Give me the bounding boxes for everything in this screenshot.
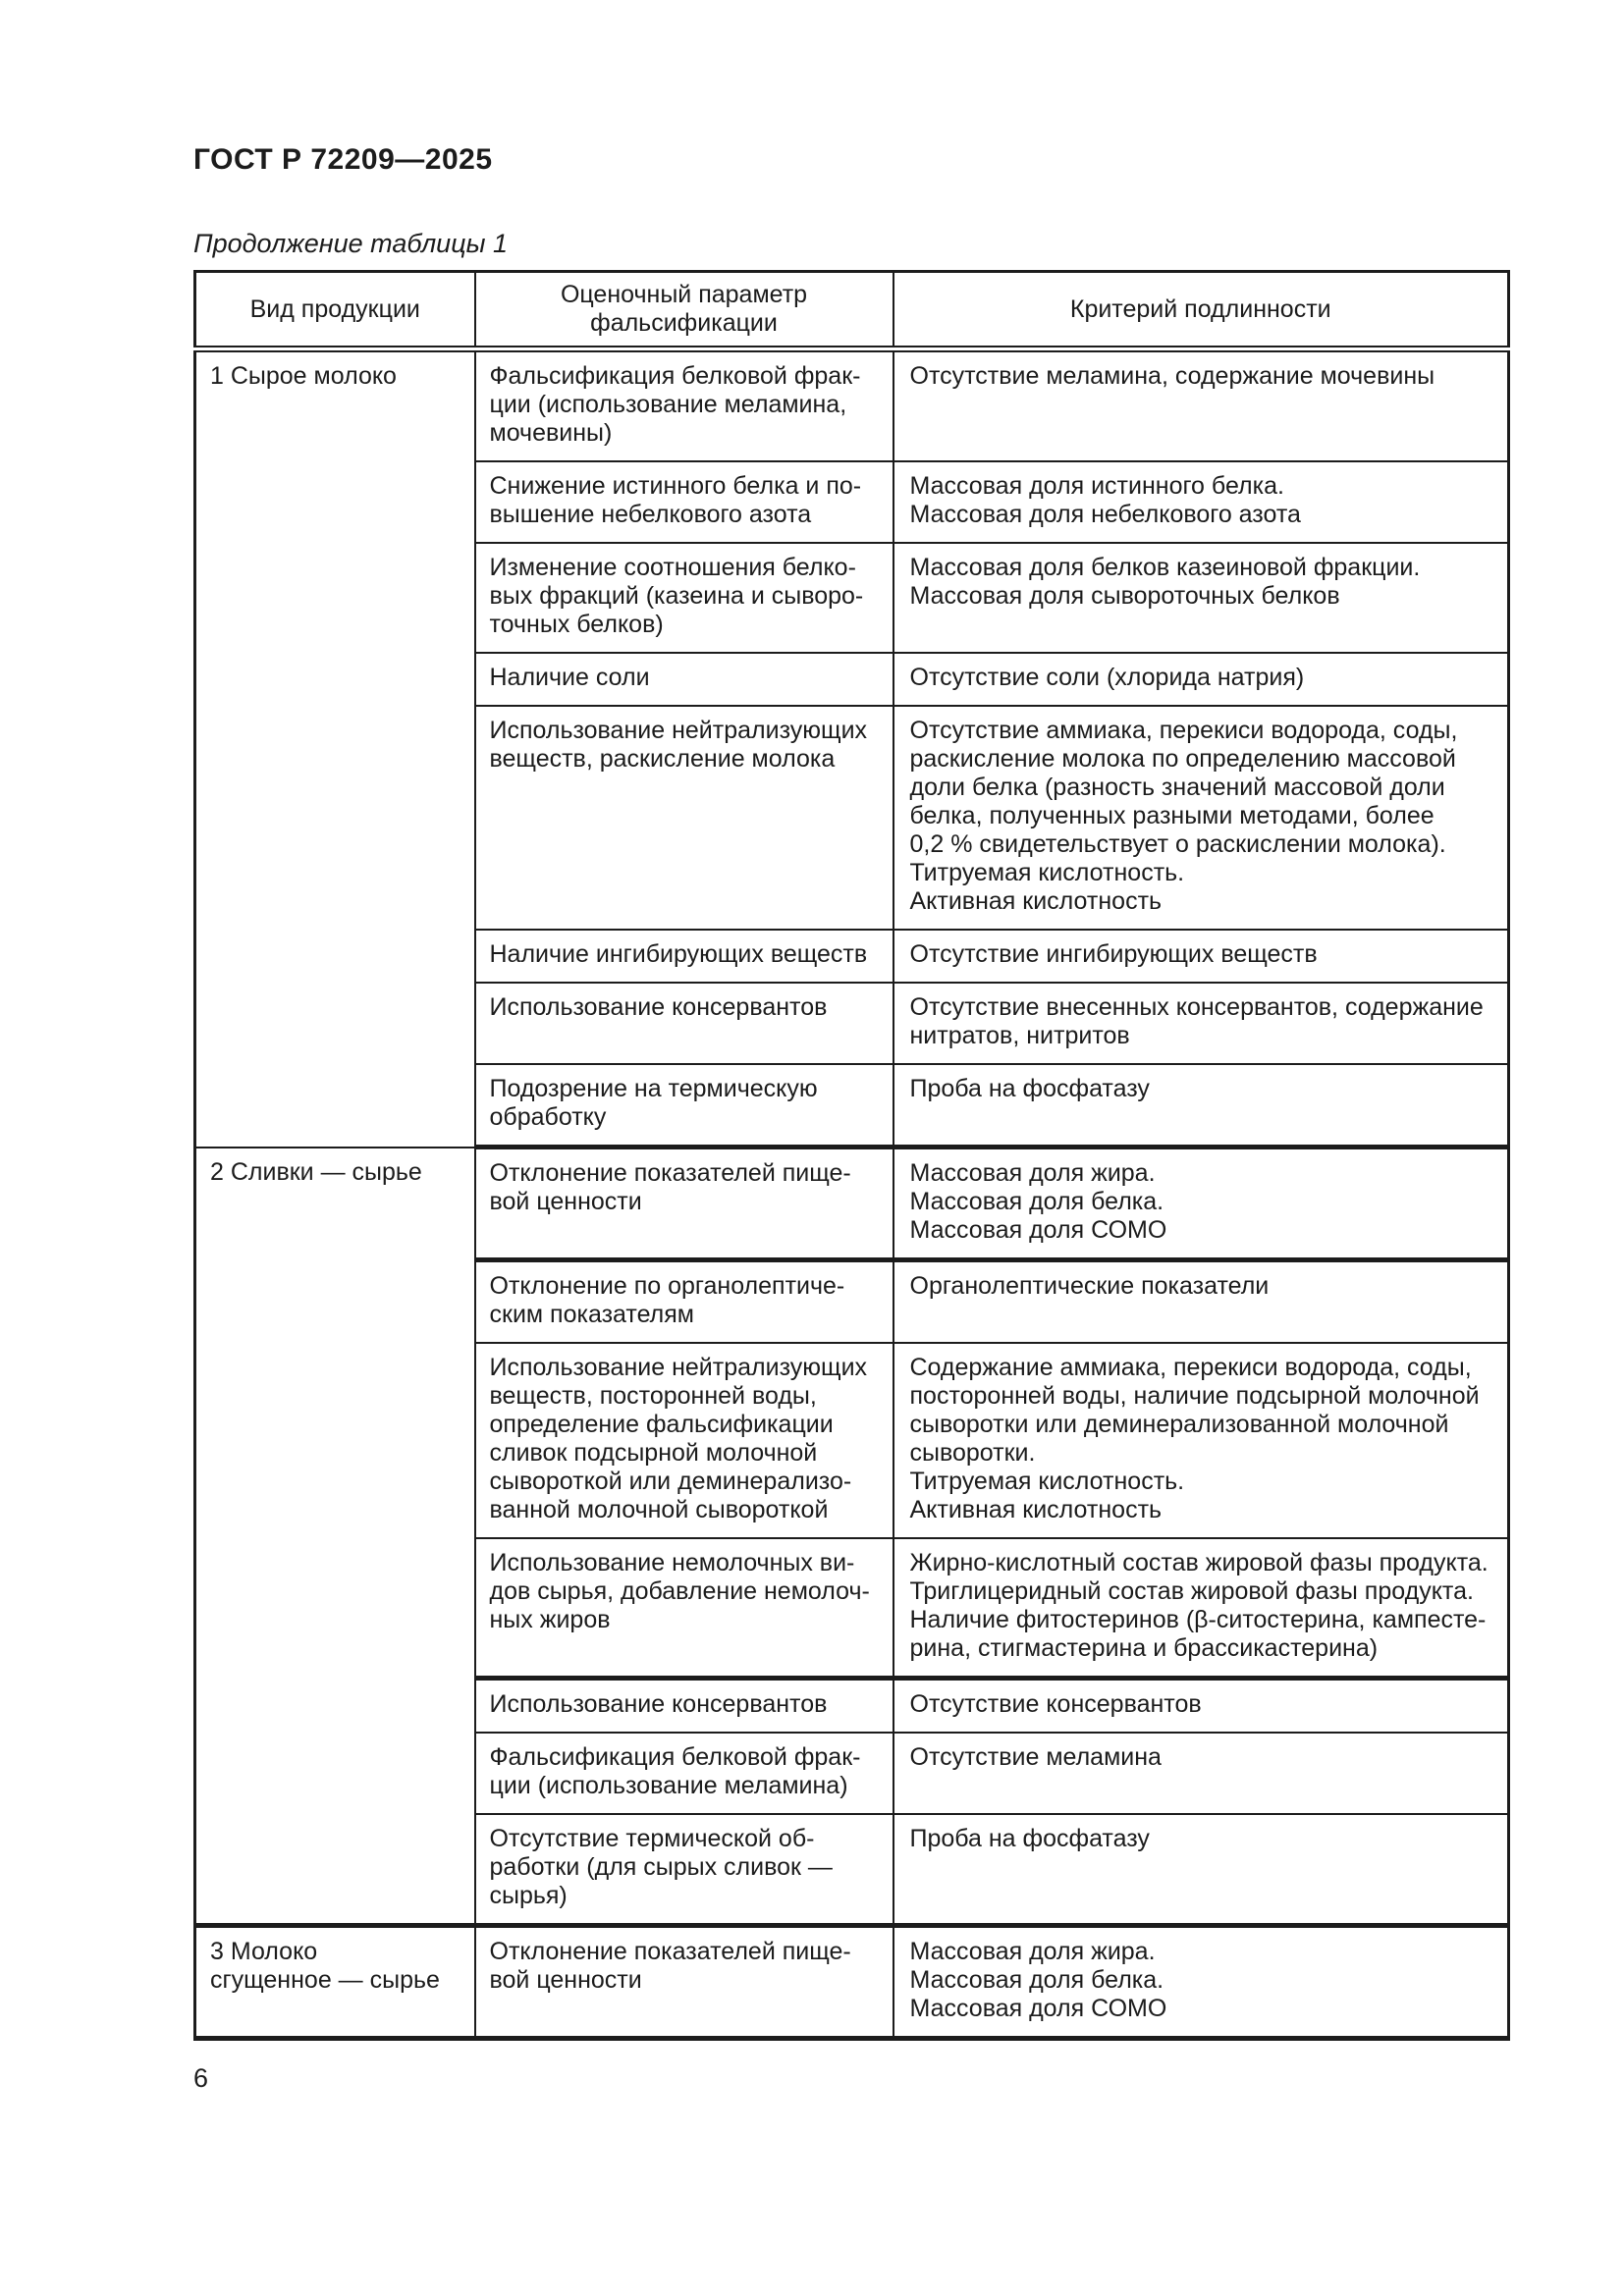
- criterion-cell: Отсутствие внесенных консервантов, содержание нитратов, нитритов: [893, 983, 1509, 1064]
- parameter-cell: Использование нейтрализующих веществ, раскисление молока: [475, 706, 893, 930]
- criterion-cell: Массовая доля истинного белка. Массовая доля небелкового азота: [893, 461, 1509, 543]
- table-header-row: [195, 272, 1509, 349]
- table-row: [195, 349, 1509, 462]
- table-caption: Продолжение таблицы 1: [193, 229, 509, 258]
- parameter-cell: Подозрение на термическую обработку: [475, 1064, 893, 1148]
- criterion-cell: Отсутствие аммиака, перекиси водорода, соды, раскисление молока по определению массовой доли белка (разность значений массовой доли белка, полученных разными методами, более 0,2 % свидетельствует о раскислении молока). Титруемая кислотность. Активная кислотность: [893, 706, 1509, 930]
- falsification-table: [193, 270, 1510, 2041]
- criterion-cell: Отсутствие меламина, содержание мочевины: [893, 349, 1509, 462]
- criterion-cell: Органолептические показатели: [893, 1260, 1509, 1344]
- criterion-cell: Проба на фосфатазу: [893, 1814, 1509, 1926]
- parameter-cell: Наличие ингибирующих веществ: [475, 930, 893, 983]
- table-row: [195, 1926, 1509, 2039]
- header-parameter: Оценочный параметр фальсификации: [475, 272, 893, 349]
- page-number: 6: [193, 2063, 209, 2093]
- parameter-cell: Фальсификация белковой фрак- ции (использование меламина, мочевины): [475, 349, 893, 462]
- parameter-cell: Наличие соли: [475, 653, 893, 706]
- parameter-cell: Отклонение по органолептиче- ским показателям: [475, 1260, 893, 1344]
- parameter-cell: Отклонение показателей пище- вой ценности: [475, 1148, 893, 1260]
- parameter-cell: Изменение соотношения белко- вых фракций (казеина и сыворо- точных белков): [475, 543, 893, 653]
- parameter-cell: Отсутствие термической об- работки (для сырых сливок — сырья): [475, 1814, 893, 1926]
- parameter-cell: Фальсификация белковой фрак- ции (использование меламина): [475, 1733, 893, 1814]
- table-header: [195, 272, 1509, 349]
- criterion-cell: Отсутствие соли (хлорида натрия): [893, 653, 1509, 706]
- product-cell: 2 Сливки — сырье: [195, 1148, 475, 1926]
- doc-code: ГОСТ Р 72209—2025: [193, 143, 493, 176]
- criterion-cell: Массовая доля белков казеиновой фракции. Массовая доля сывороточных белков: [893, 543, 1509, 653]
- criterion-cell: Содержание аммиака, перекиси водорода, соды, посторонней воды, наличие подсырной молочной сыворотки или деминерализованной молочной сыворотки. Титруемая кислотность. Активная кислотность: [893, 1343, 1509, 1538]
- table-row: [195, 1148, 1509, 1260]
- parameter-cell: Использование консервантов: [475, 1679, 893, 1734]
- criterion-cell: Проба на фосфатазу: [893, 1064, 1509, 1148]
- product-cell: 3 Молоко сгущенное — сырье: [195, 1926, 475, 2039]
- parameter-cell: Отклонение показателей пище- вой ценности: [475, 1926, 893, 2039]
- header-criterion: Критерий подлинности: [893, 272, 1509, 349]
- criterion-cell: Жирно-кислотный состав жировой фазы продукта. Триглицеридный состав жировой фазы продукта. Наличие фитостеринов (β-ситостерина, кампесте- рина, стигмастерина и брассикастерина): [893, 1538, 1509, 1679]
- product-cell: 1 Сырое молоко: [195, 349, 475, 1148]
- criterion-cell: Отсутствие консервантов: [893, 1679, 1509, 1734]
- criterion-cell: Массовая доля жира. Массовая доля белка. Массовая доля СОМО: [893, 1926, 1509, 2039]
- parameter-cell: Использование немолочных ви- дов сырья, добавление немолоч- ных жиров: [475, 1538, 893, 1679]
- header-product: Вид продукции: [195, 272, 475, 349]
- criterion-cell: Отсутствие ингибирующих веществ: [893, 930, 1509, 983]
- parameter-cell: Снижение истинного белка и по- вышение небелкового азота: [475, 461, 893, 543]
- parameter-cell: Использование консервантов: [475, 983, 893, 1064]
- table-body: [195, 349, 1509, 2039]
- criterion-cell: Отсутствие меламина: [893, 1733, 1509, 1814]
- criterion-cell: Массовая доля жира. Массовая доля белка. Массовая доля СОМО: [893, 1148, 1509, 1260]
- parameter-cell: Использование нейтрализующих веществ, посторонней воды, определение фальсификации сливок подсырной молочной сывороткой или деминерализо- ванной молочной сывороткой: [475, 1343, 893, 1538]
